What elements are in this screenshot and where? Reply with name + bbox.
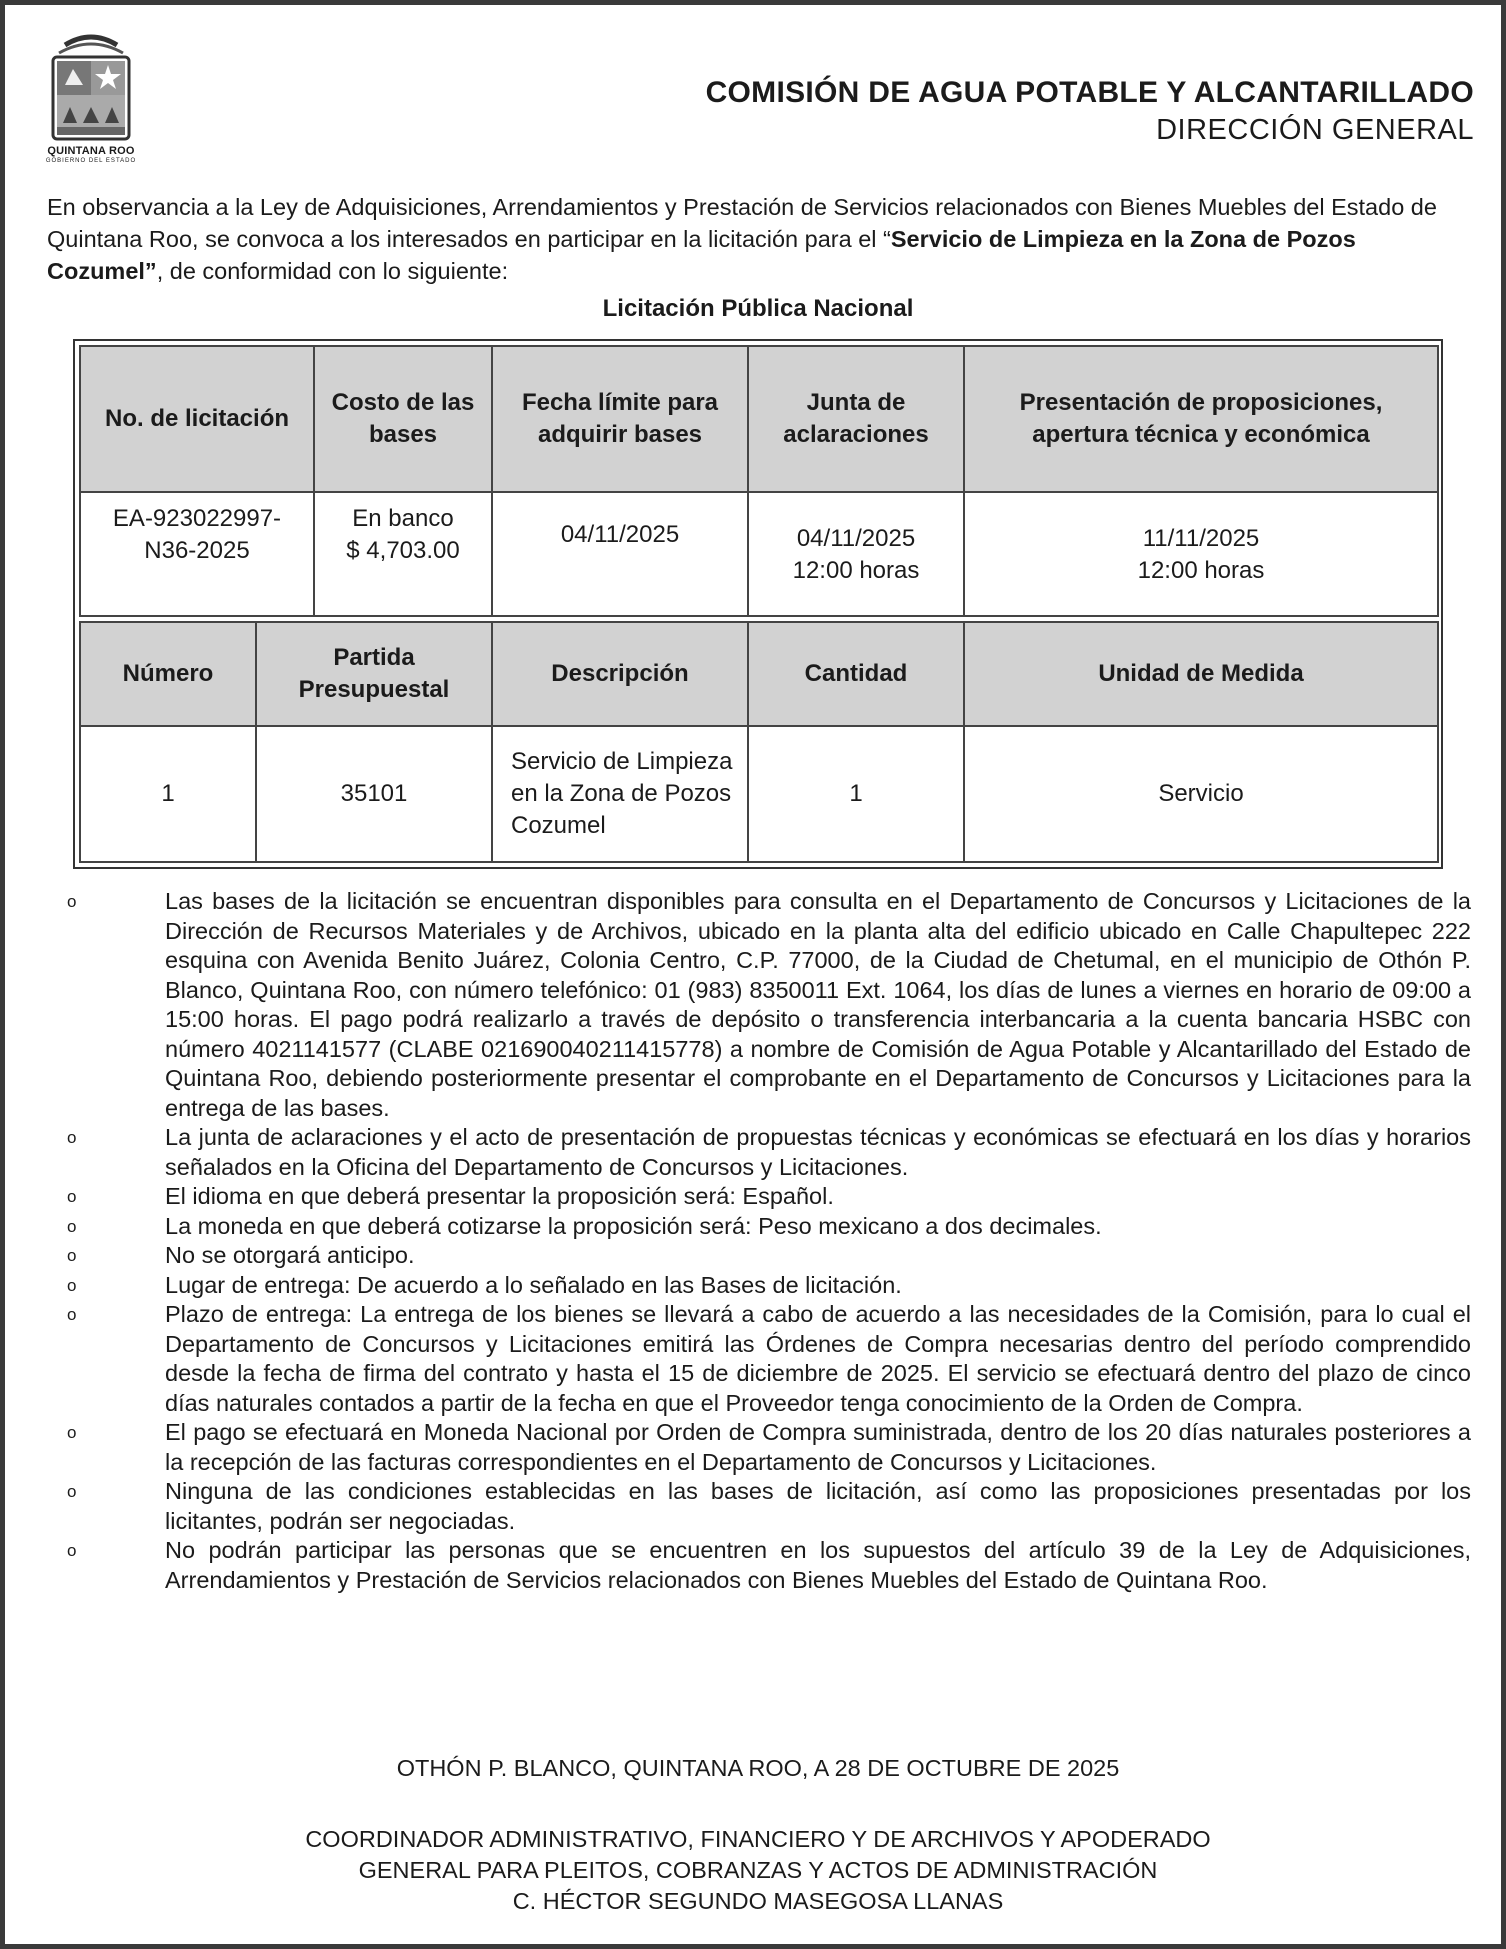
- list-item: o No se otorgará anticipo.: [47, 1241, 1471, 1271]
- signature-title-line1: COORDINADOR ADMINISTRATIVO, FINANCIERO Y DE ARCHIVOS Y APODERADO: [305, 1826, 1211, 1852]
- bullet-icon: o: [67, 1275, 77, 1295]
- bullet-icon: o: [67, 1482, 77, 1501]
- signature-block: [5, 1824, 1506, 1917]
- bullet-icon: o: [67, 892, 77, 911]
- header-cell: Unidad de Medida: [964, 622, 1438, 726]
- header-cell: Partida Presupuestal: [256, 622, 492, 726]
- header-cell: Costo de las bases: [314, 346, 492, 492]
- tender-number-cell: EA-923022997- N36-2025: [80, 492, 314, 616]
- items-table: [79, 621, 1439, 863]
- list-item: o La junta de aclaraciones y el acto de presentación de propuestas técnicas y económicas se efectuará en los días y horarios señalados en la Oficina del Departamento de Concursos y Licitaciones.: [67, 1124, 1471, 1180]
- list-item: o El pago se efectuará en Moneda Nacional por Orden de Compra suministrada, dentro de los 20 días naturales posteriores a la recepción de las facturas correspondientes en el Departamento de Concursos y Licitaciones.: [67, 1419, 1471, 1475]
- header-cell: Número: [80, 622, 256, 726]
- header-cell: No. de licitación: [80, 346, 314, 492]
- bullet-icon: o: [67, 1423, 77, 1442]
- header-cell: Fecha límite para adquirir bases: [492, 346, 748, 492]
- signature-title-line2: GENERAL PARA PLEITOS, COBRANZAS Y ACTOS DE ADMINISTRACIÓN: [358, 1857, 1158, 1883]
- intro-text-end: , de conformidad con lo siguiente:: [156, 258, 509, 284]
- header-cell: Descripción: [492, 622, 748, 726]
- deadline-cell: 04/11/2025: [492, 492, 748, 616]
- header-subtitle: DIRECCIÓN GENERAL: [1156, 114, 1474, 146]
- intro-text: En observancia a la Ley de Adquisiciones, Arrendamientos y Prestación de Servicios relacionados con Bienes Muebles del Estado de Quintana Roo, se convoca a los interesados en participar en la licitación para el “: [47, 194, 1437, 252]
- intro-service-name: Servicio de Limpieza en la Zona de Pozos Cozumel”: [47, 226, 1356, 284]
- table-title: Licitación Pública Nacional: [602, 295, 914, 322]
- place-date: OTHÓN P. BLANCO, QUINTANA ROO, A 28 DE OCTUBRE DE 2025: [396, 1755, 1120, 1781]
- state-logo: [43, 31, 139, 167]
- table-row: [80, 726, 1438, 862]
- list-item: o No podrán participar las personas que se encuentren en los supuestos del artículo 39 de la Ley de Adquisiciones, Arrendamientos y Prestación de Servicios relacionados con Bienes Muebles del Estado de Quintana Roo.: [67, 1537, 1471, 1593]
- list-item: o La moneda en que deberá cotizarse la proposición será: Peso mexicano a dos decimales.: [47, 1212, 1471, 1242]
- bullet-icon: o: [67, 1216, 77, 1236]
- coat-of-arms-icon: [43, 31, 139, 143]
- list-item: o El idioma en que deberá presentar la proposición será: Español.: [47, 1182, 1471, 1212]
- conditions-list: [47, 887, 1471, 1595]
- header-cell: Junta de aclaraciones: [748, 346, 964, 492]
- tender-table: [79, 345, 1439, 617]
- cost-cell: En banco $ 4,703.00: [314, 492, 492, 616]
- description-cell: Servicio de Limpieza en la Zona de Pozos Cozumel: [492, 726, 748, 862]
- presentation-cell: 11/11/2025 12:00 horas: [964, 492, 1438, 616]
- quantity-cell: 1: [748, 726, 964, 862]
- bullet-icon: o: [67, 1128, 77, 1147]
- clarification-cell: 04/11/2025 12:00 horas: [748, 492, 964, 616]
- table-header-row: [80, 346, 1438, 492]
- logo-name: QUINTANA ROO: [47, 145, 135, 157]
- bullet-icon: o: [67, 1305, 77, 1324]
- bullet-icon: o: [67, 1187, 77, 1206]
- document-header: [706, 75, 1474, 149]
- bullet-icon: o: [67, 1246, 77, 1265]
- list-item: o Las bases de la licitación se encuentran disponibles para consulta en el Departamento de Concursos y Licitaciones de la Dirección de Recursos Materiales y de Archivos, ubicado en la planta alta del edificio ubicado en Calle Chapultepec 222 esquina con Avenida Benito Juárez, Colonia Centro, C.P. 77000, de la Ciudad de Chetumal, en el municipio de Othón P. Blanco, Quintana Roo, con número telefónico: 01 (983) 8350011 Ext. 1064, los días de lunes a viernes en horario de 09:00 a 15:00 horas. El pago podrá realizarlo a través de depósito o transferencia interbancaria a la cuenta bancaria HSBC con número 4021141577 (CLABE 021690040211415778) a nombre de Comisión de Agua Potable y Alcantarillado del Estado de Quintana Roo, debiendo posteriormente presentar el comprobante en el Departamento de Concursos y Licitaciones para la entrega de las bases.: [67, 888, 1471, 1121]
- item-number-cell: 1: [80, 726, 256, 862]
- logo-subtitle: GOBIERNO DEL ESTADO: [45, 158, 137, 164]
- budget-item-cell: 35101: [256, 726, 492, 862]
- list-item: o Plazo de entrega: La entrega de los bienes se llevará a cabo de acuerdo a las necesidades de la Comisión, para lo cual el Departamento de Concursos y Licitaciones emitirá las Órdenes de Compra necesarias dentro del período comprendido desde la fecha de firma del contrato y hasta el 15 de diciembre de 2025. El servicio se efectuará dentro del plazo de cinco días naturales contados a partir de la fecha en que el Proveedor tenga conocimiento de la Orden de Compra.: [67, 1301, 1471, 1416]
- bullet-icon: o: [67, 1541, 77, 1560]
- unit-cell: Servicio: [964, 726, 1438, 862]
- list-item: o Lugar de entrega: De acuerdo a lo señalado en las Bases de licitación.: [47, 1271, 1471, 1301]
- table-header-row: [80, 622, 1438, 726]
- table-row: [80, 492, 1438, 616]
- header-cell: Presentación de proposiciones, apertura técnica y económica: [964, 346, 1438, 492]
- tender-tables: [73, 339, 1443, 869]
- list-item: o Ninguna de las condiciones establecidas en las bases de licitación, así como las proposiciones presentadas por los licitantes, podrán ser negociadas.: [67, 1478, 1471, 1534]
- intro-paragraph: [47, 191, 1467, 287]
- signer-name: C. HÉCTOR SEGUNDO MASEGOSA LLANAS: [512, 1888, 1004, 1914]
- header-cell: Cantidad: [748, 622, 964, 726]
- header-title: COMISIÓN DE AGUA POTABLE Y ALCANTARILLADO: [705, 76, 1474, 109]
